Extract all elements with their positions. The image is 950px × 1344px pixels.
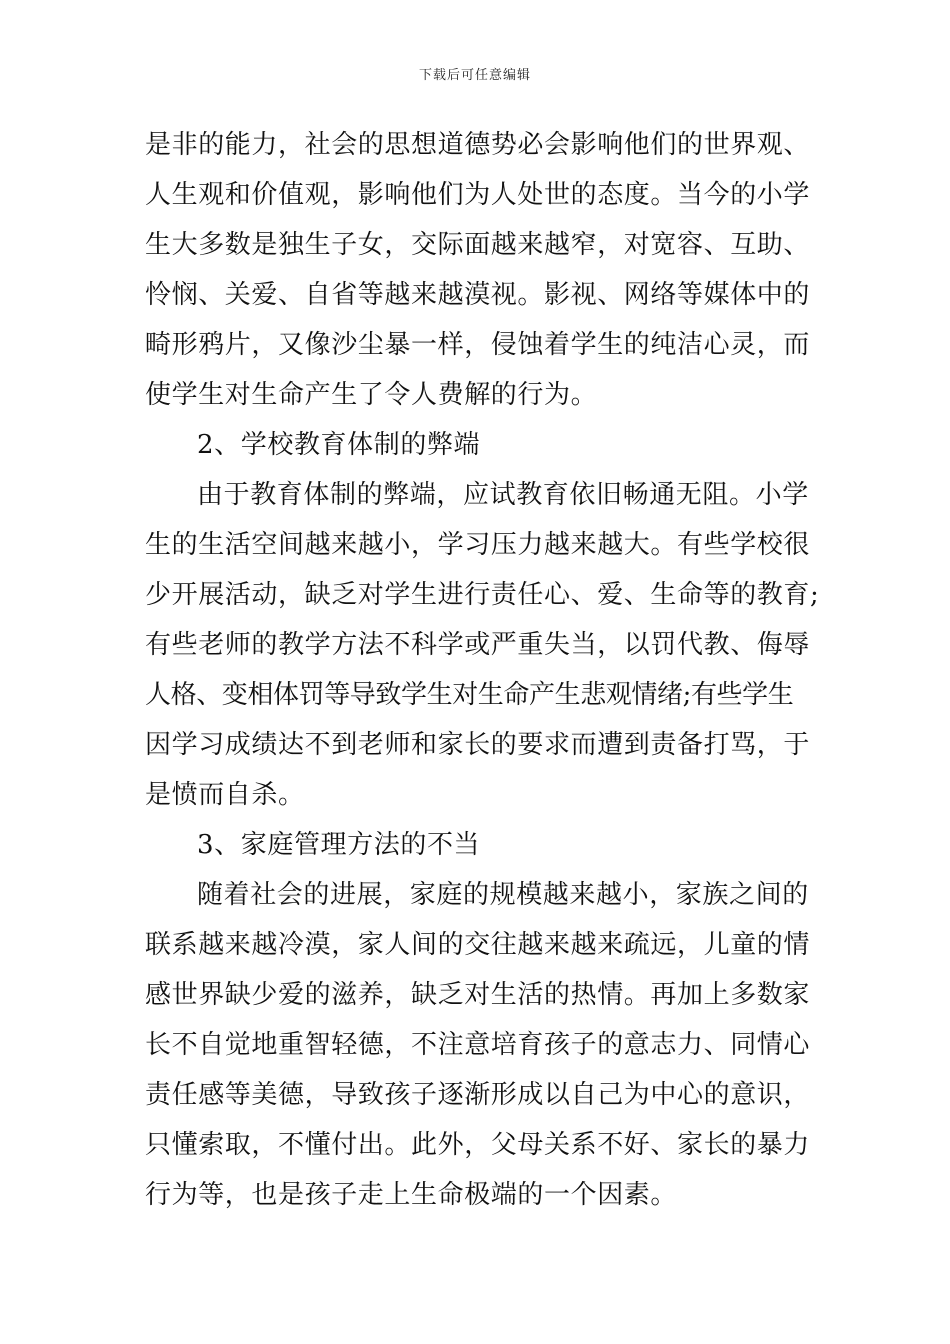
text-line: 由于教育体制的弊端，应试教育依旧畅通无阻。小学 xyxy=(197,480,809,510)
text-line: 感世界缺少爱的滋养，缺乏对生活的热情。再加上多数家 xyxy=(145,980,811,1010)
text-line: 责任感等美德，导致孩子逐渐形成以自己为中心的意识， xyxy=(145,1080,811,1110)
section-heading: 2、学校教育体制的弊端 xyxy=(197,430,481,460)
text-line: 有些老师的教学方法不科学或严重失当，以罚代教、侮辱 xyxy=(145,630,811,660)
text-line: 使学生对生命产生了令人费解的行为。 xyxy=(145,380,598,410)
section-heading: 3、家庭管理方法的不当 xyxy=(197,830,481,860)
text-line: 生大多数是独生子女，交际面越来越窄，对宽容、互助、 xyxy=(145,230,811,260)
document-body xyxy=(145,120,820,1220)
text-line: 生的生活空间越来越小，学习压力越来越大。有些学校很 xyxy=(145,530,811,560)
text-line: 随着社会的进展，家庭的规模越来越小，家族之间的 xyxy=(197,880,809,910)
text-line: 是非的能力，社会的思想道德势必会影响他们的世界观、 xyxy=(145,130,811,160)
text-line: 行为等，也是孩子走上生命极端的一个因素。 xyxy=(145,1180,678,1210)
text-line: 少开展活动，缺乏对学生进行责任心、爱、生命等的教育; xyxy=(145,580,820,610)
text-line: 怜悯、关爱、自省等越来越漠视。影视、网络等媒体中的 xyxy=(145,280,811,310)
text-line: 因学习成绩达不到老师和家长的要求而遭到责备打骂，于 xyxy=(145,730,811,760)
text-line: 只懂索取，不懂付出。此外，父母关系不好、家长的暴力 xyxy=(145,1130,811,1160)
text-line: 联系越来越冷漠，家人间的交往越来越来疏远，儿童的情 xyxy=(145,930,811,960)
text-line: 是愤而自杀。 xyxy=(145,780,305,810)
text-line: 人格、变相体罚等导致学生对生命产生悲观情绪;有些学生 xyxy=(145,680,794,710)
text-line: 长不自觉地重智轻德，不注意培育孩子的意志力、同情心 xyxy=(145,1030,811,1060)
text-line: 畸形鸦片，又像沙尘暴一样，侵蚀着学生的纯洁心灵，而 xyxy=(145,330,811,360)
page-header: 下载后可任意编辑 xyxy=(418,68,531,83)
text-line: 人生观和价值观，影响他们为人处世的态度。当今的小学 xyxy=(145,180,811,210)
